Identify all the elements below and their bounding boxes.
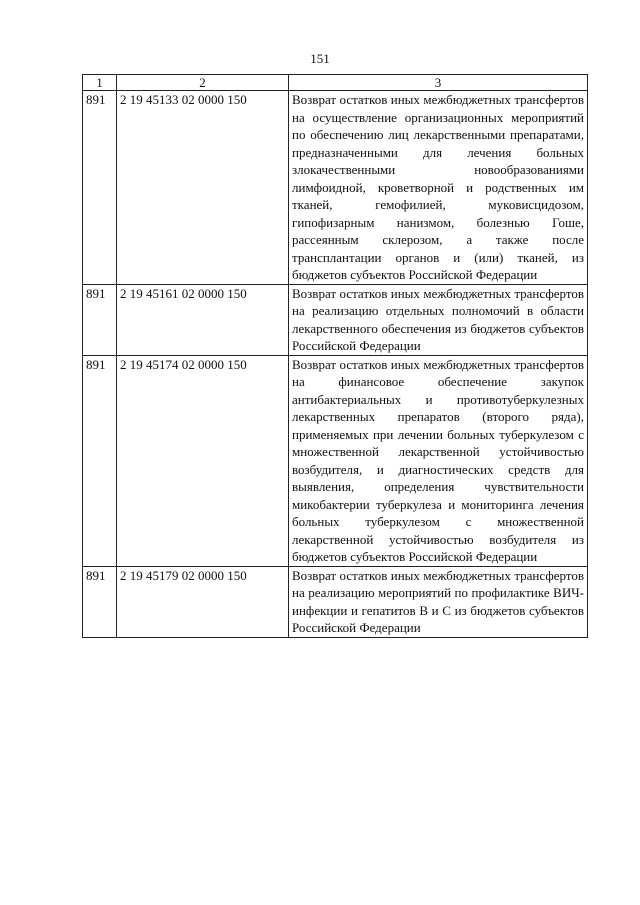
column-header-1: 1	[83, 75, 117, 91]
admin-code-cell: 891	[83, 91, 117, 285]
table-header-row	[83, 75, 588, 91]
table-row	[83, 91, 588, 285]
table-row	[83, 566, 588, 637]
budget-code-cell: 2 19 45161 02 0000 150	[117, 284, 289, 355]
budget-code-cell: 2 19 45133 02 0000 150	[117, 91, 289, 285]
page-number: 151	[310, 51, 330, 66]
admin-code-cell: 891	[83, 566, 117, 637]
income-name-cell: Возврат остатков иных межбюджетных трансфертов на финансовое обеспечение закупок антибактериальных и противотуберкулезных лекарственных препаратов (второго ряда), применяемых при лечении больных туберкулезом с множественной лекарственной устойчивостью возбудителя, и диагностических средств для выявления, определения чувствительности микобактерии туберкулеза и мониторинга лечения больных туберкулезом с множественной лекарственной устойчивостью возбудителя из бюджетов субъектов Российской Федерации	[289, 355, 588, 566]
budget-code-cell: 2 19 45174 02 0000 150	[117, 355, 289, 566]
income-name-cell: Возврат остатков иных межбюджетных трансфертов на реализацию отдельных полномочий в области лекарственного обеспечения из бюджетов субъектов Российской Федерации	[289, 284, 588, 355]
table-row	[83, 284, 588, 355]
column-header-2: 2	[117, 75, 289, 91]
admin-code-cell: 891	[83, 284, 117, 355]
column-header-3: 3	[289, 75, 588, 91]
income-name-cell: Возврат остатков иных межбюджетных трансфертов на осуществление организационных мероприятий по обеспечению лиц лекарственными препаратами, предназначенными для лечения больных злокачественными новообразованиями лимфоидной, кроветворной и родственных им тканей, гемофилией, муковисцидозом, гипофизарным нанизмом, болезнью Гоше, рассеянным склерозом, а также после трансплантации органов и (или) тканей, из бюджетов субъектов Российской Федерации	[289, 91, 588, 285]
income-name-cell: Возврат остатков иных межбюджетных трансфертов на реализацию мероприятий по профилактике ВИЧ-инфекции и гепатитов В и С из бюджетов субъектов Российской Федерации	[289, 566, 588, 637]
admin-code-cell: 891	[83, 355, 117, 566]
table-row	[83, 355, 588, 566]
budget-codes-table	[82, 74, 588, 638]
budget-code-cell: 2 19 45179 02 0000 150	[117, 566, 289, 637]
